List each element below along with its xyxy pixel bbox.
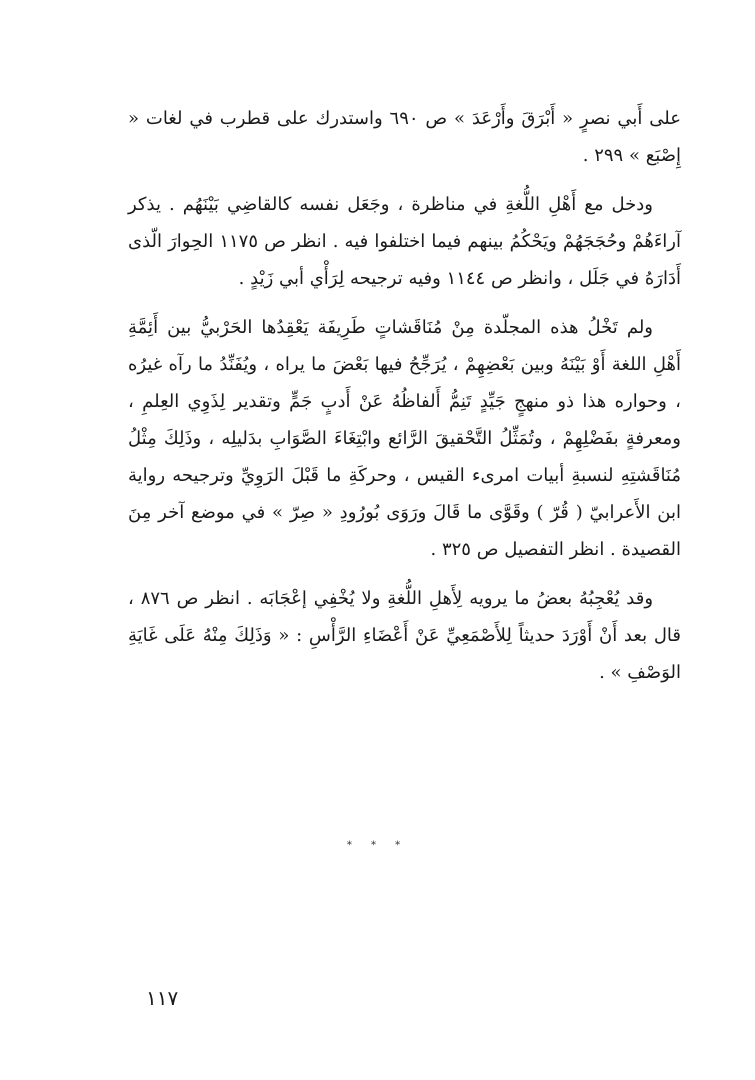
paragraph-1: على أَبي نصرٍ « أَبْرَقَ وأَرْعَدَ » ص ٦٩٠ واستدرك على قطرب في لغات « إِصْبَع » ٢٩٩ . [128, 108, 681, 166]
page-body [128, 100, 681, 703]
section-divider: * * * [346, 840, 409, 851]
paragraph-2: ودخل مع أَهْلِ اللُّغةِ في مناظرة ، وجَعَل نفسه كالقاضِي بَيْنَهُم . يذكر آراءَهُمْ وحُجَجَهُمْ ويَحْكُمُ بينهم فيما اختلفوا فيه . انظر ص ١١٧٥ الحِوارَ الّذى أَدَارَهُ في جَلَل ، وانظر ص ١١٤٤ وفيه ترجيحه لِرَأْي أبي زَيْدٍ . [128, 194, 681, 289]
paragraph-4: وقد يُعْجِبُهُ بعضُ ما يرويه لِأَهلِ اللُّغةِ ولا يُخْفِي إعْجَابَه . انظر ص ٨٧٦ ، قال بعد أَنْ أَوْرَدَ حديثاً لِلأَصْمَعِيِّ عَنْ أَعْضَاءِ الرَّأْسِ : « وَذَلِكَ مِنْهُ عَلَى غَايَةِ الوَصْفِ » . [128, 588, 681, 683]
paragraph-3: ولم تَخْلُ هذه المجلّدة مِنْ مُنَاقَشاتٍ طَرِيفَة يَعْقِدُها الحَرْبيُّ بين أَئِمَّةِ أَهْلِ اللغة أَوْ بَيْنَهُ وبين بَعْضِهِمْ ، يُرَجِّحُ فيها بَعْضَ ما يراه ، ويُفَنِّدُ ما رآه غيرُه ، وحواره هذا ذو منهجٍ جَيِّدٍ تَنِمُّ أَلفاظُهُ عَنْ أَدبٍ جَمٍّ وتقدير لِذَوِي العِلمِ ، ومعرفةٍ بفَضْلِهِمْ ، وتُمَثِّلُ التَّحْقيقَ الرَّائع وابْتِغَاءَ الصَّوَابِ بدَليلِه ، وذَلِكَ مِثْلُ مُنَاقَشتِهِ لنسبةِ أبيات امرىء القيس ، وحركَةِ ما قَبْلَ الرَوِيِّ وترجيحه رواية ابن الأَعرابيّ ( قُرّ ) وقَوَّى ما قَالَ ورَوَى بُورُودِ « صِرّ » في موضع آخر مِنَ القصيدة . انظر التفصيل ص ٣٢٥ . [128, 317, 681, 560]
page-number: ١١٧ [146, 986, 179, 1010]
